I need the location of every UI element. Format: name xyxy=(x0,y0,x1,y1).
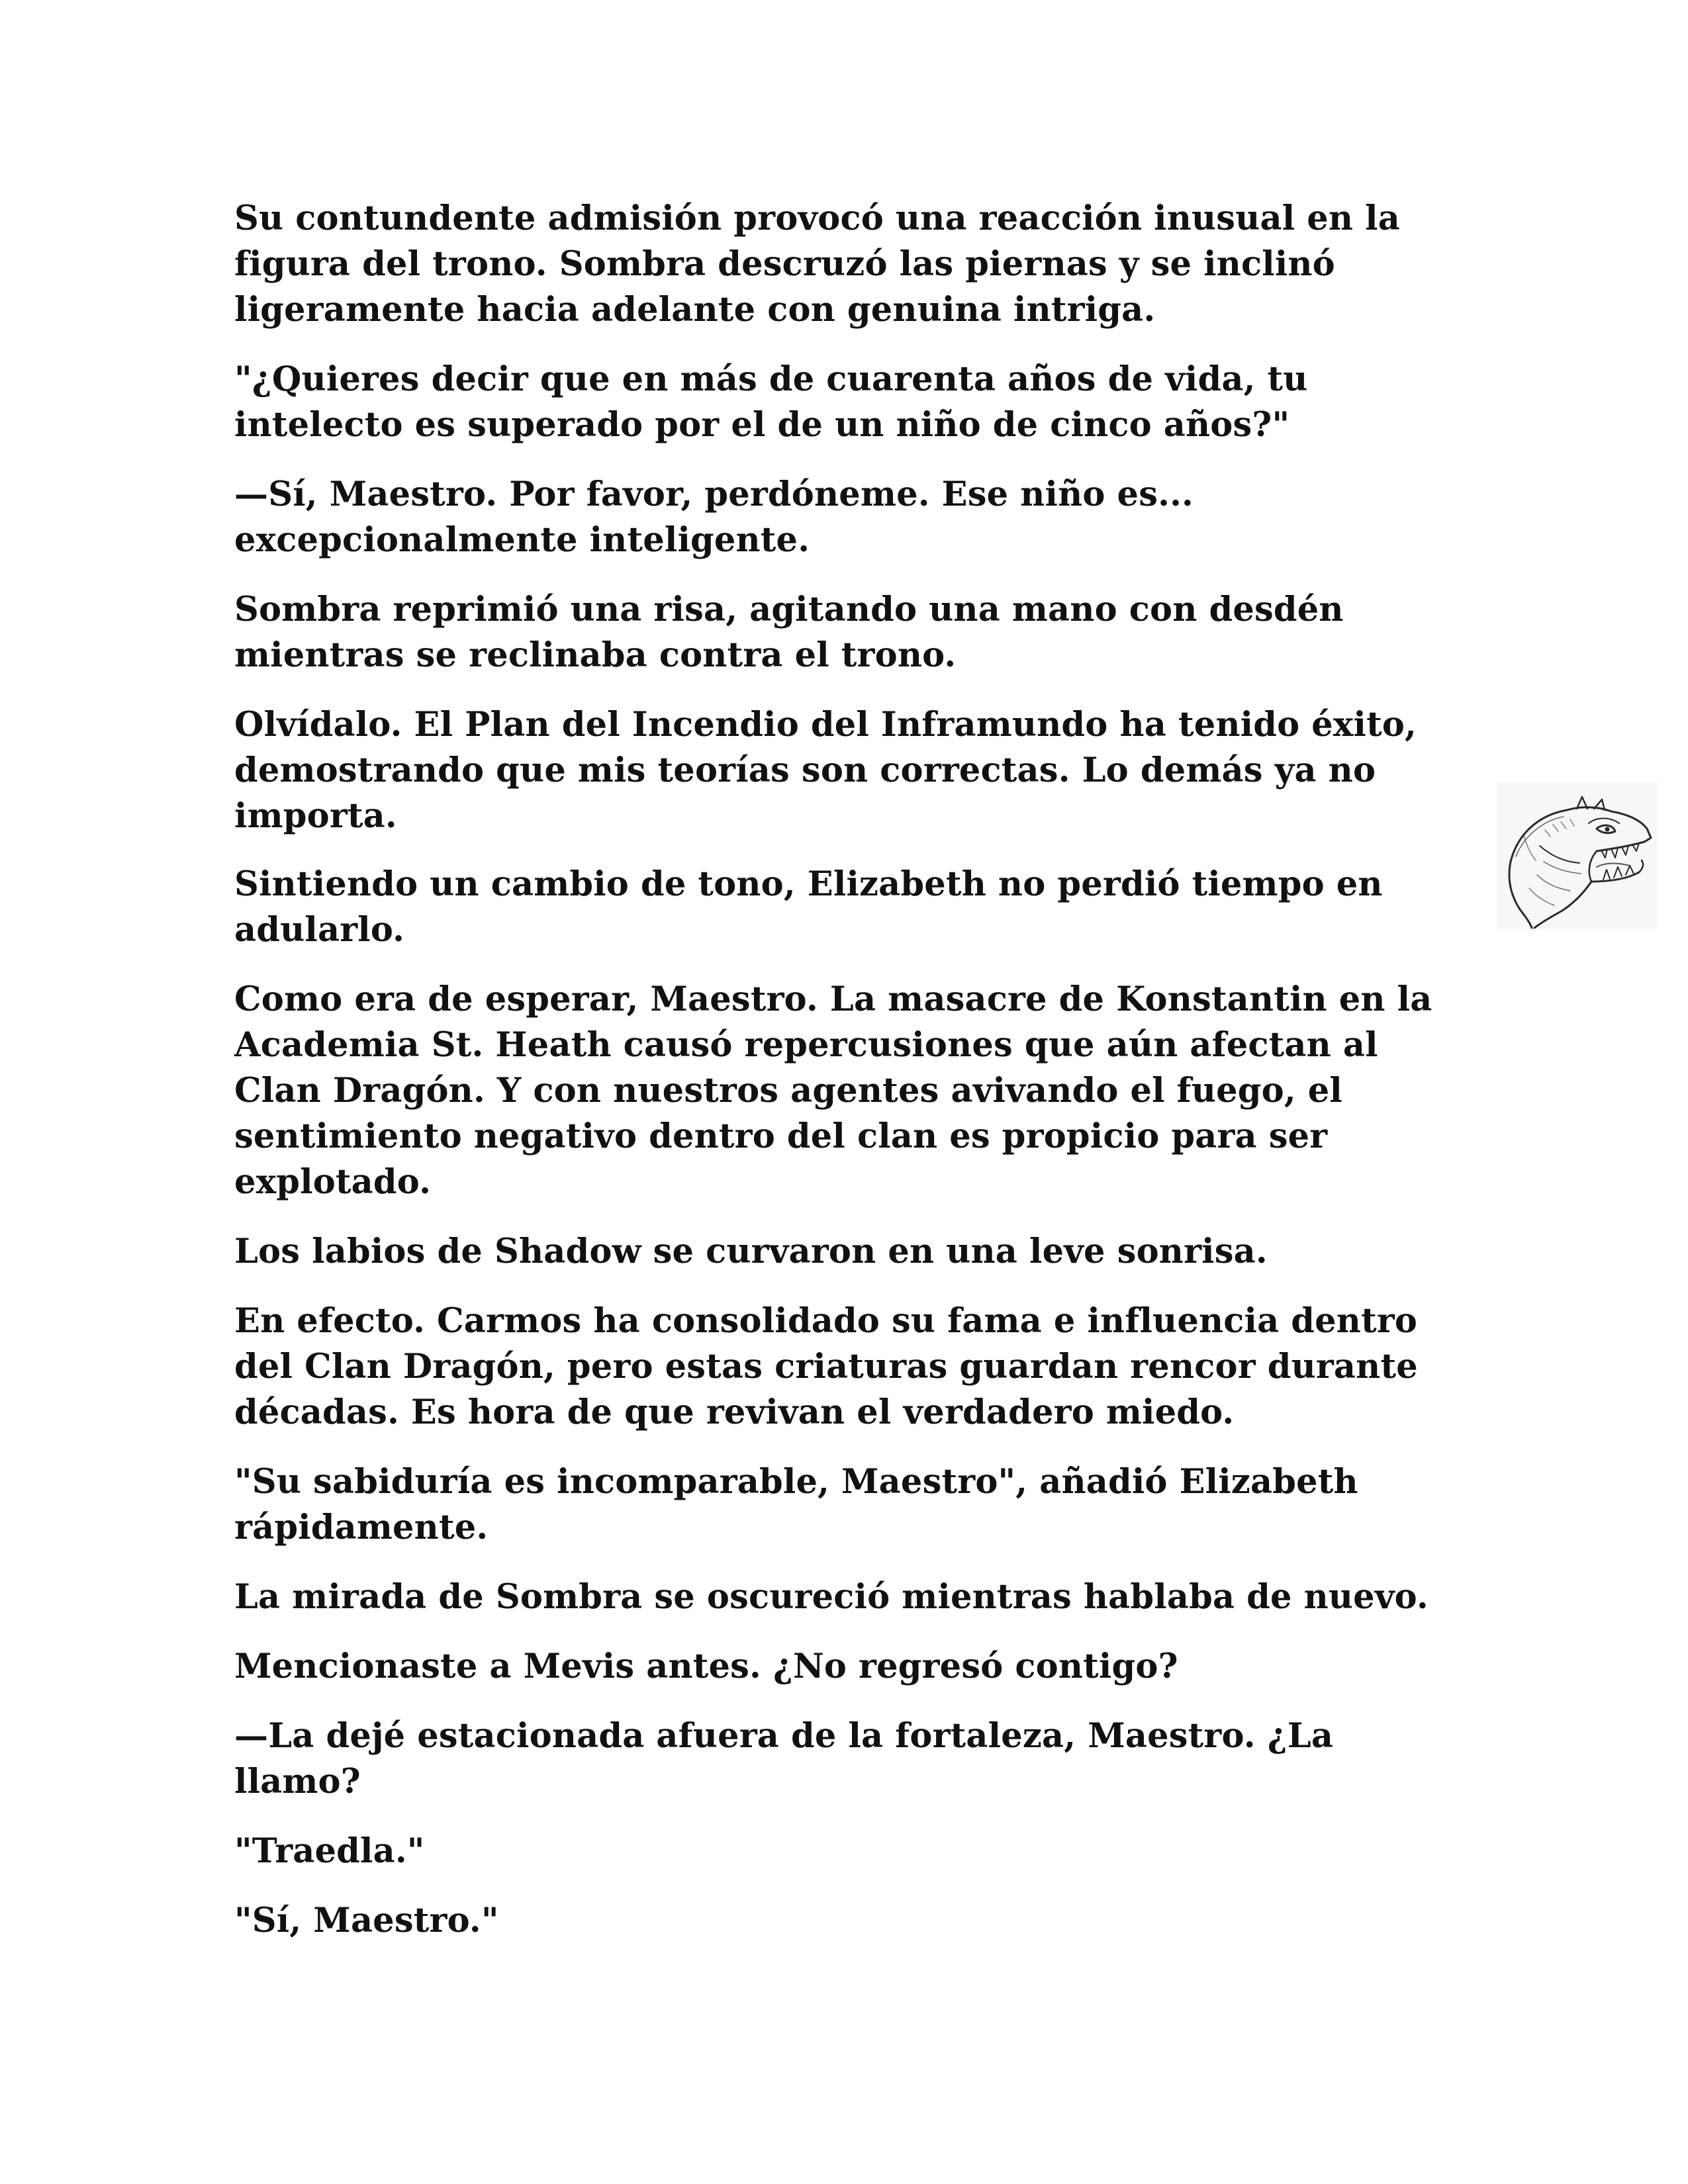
paragraph: Sombra reprimió una risa, agitando una mano con desdén mientras se reclinaba contra el trono. xyxy=(234,590,1344,675)
paragraph: En efecto. Carmos ha consolidado su fama e influencia dentro del Clan Dragón, pero estas criaturas guardan rencor durante décadas. Es hora de que revivan el verdadero miedo. xyxy=(234,1301,1418,1432)
paragraph: "Traedla." xyxy=(234,1831,425,1871)
body-text xyxy=(234,196,1452,1968)
paragraph: Su contundente admisión provocó una reacción inusual en la figura del trono. Sombra descruzó las piernas y se inclinó ligeramente hacia adelante con genuina intriga. xyxy=(234,199,1400,330)
paragraph: Sintiendo un cambio de tono, Elizabeth no perdió tiempo en adularlo. xyxy=(234,864,1383,950)
paragraph: Los labios de Shadow se curvaron en una leve sonrisa. xyxy=(234,1232,1268,1271)
paragraph: Mencionaste a Mevis antes. ¿No regresó contigo? xyxy=(234,1647,1178,1686)
paragraph: —La dejé estacionada afuera de la fortaleza, Maestro. ¿La llamo? xyxy=(234,1716,1334,1801)
dragon-head-sketch-icon xyxy=(1497,782,1658,929)
paragraph: "¿Quieres decir que en más de cuarenta años de vida, tu intelecto es superado por el de un niño de cinco años?" xyxy=(234,359,1308,445)
paragraph: "Sí, Maestro." xyxy=(234,1901,499,1940)
paragraph: Olvídalo. El Plan del Incendio del Inframundo ha tenido éxito, demostrando que mis teorías son correctas. Lo demás ya no importa. xyxy=(234,705,1417,836)
paragraph: "Su sabiduría es incomparable, Maestro", añadió Elizabeth rápidamente. xyxy=(234,1462,1358,1547)
paragraph: —Sí, Maestro. Por favor, perdóneme. Ese niño es... excepcionalmente inteligente. xyxy=(234,475,1194,560)
paragraph: Como era de esperar, Maestro. La masacre de Konstantin en la Academia St. Heath causó repercusiones que aún afectan al Clan Dragón. Y con nuestros agentes avivando el fuego, el sentimiento negativo dentro del clan es propicio para ser explotado. xyxy=(234,979,1432,1202)
paragraph: La mirada de Sombra se oscureció mientras hablaba de nuevo. xyxy=(234,1577,1429,1617)
